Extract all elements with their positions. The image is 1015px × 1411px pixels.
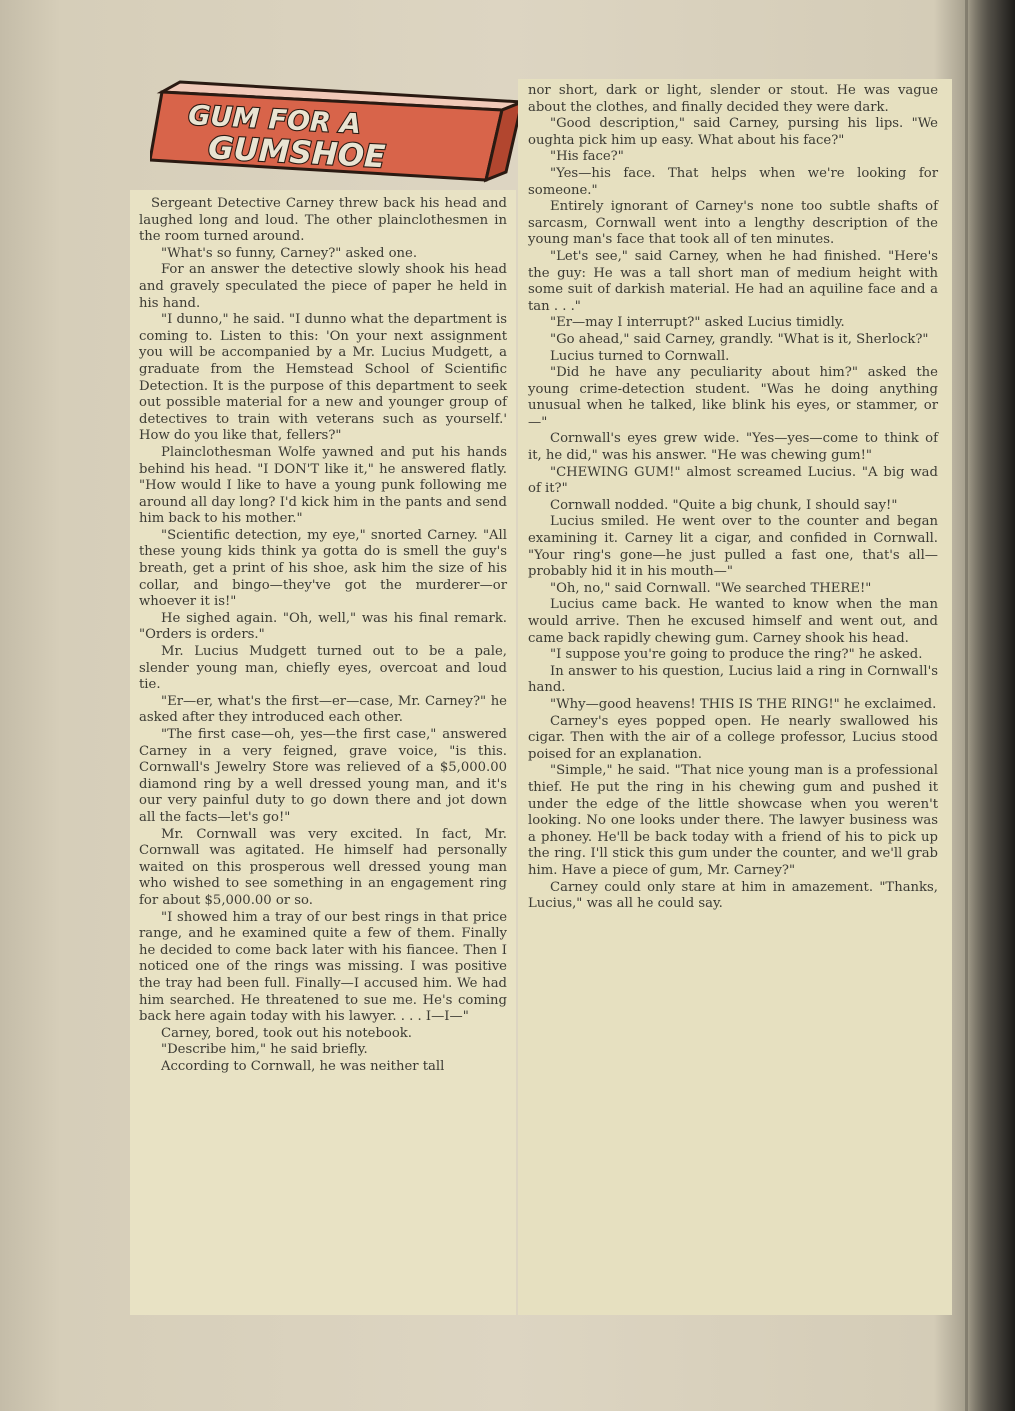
title-banner [150,76,522,186]
story-column-right [518,79,952,1315]
paragraph: "Er—er, what's the first—er—case, Mr. Carney?" he asked after they introduced each other. [139,693,507,726]
paragraph: "Why—good heavens! THIS IS THE RING!" he exclaimed. [550,696,937,712]
paragraph: "Er—may I interrupt?" asked Lucius timidly. [550,315,845,331]
paragraph: Lucius smiled. He went over to the counter and began examining it. Carney lit a cigar, and confided in Cornwall. "Your ring's gone—he just pulled a fast one, that's all—probably hid it in his mouth—" [528,514,938,580]
paragraph: "Describe him," he said briefly. [161,1042,368,1058]
paragraph: "I showed him a tray of our best rings in that price range, and he examined quite a few of them. Finally he decided to come back later with his fiancee. Then I noticed one of the rings was missing. I was positive the tray had been full. Finally—I accused him. We had him searched. He threatened to sue me. He's coming back here again today with his lawyer. . . . I—I—" [139,909,507,1025]
paragraph: For an answer the detective slowly shook his head and gravely speculated the piece of paper he held in his hand. [139,262,507,311]
story-column-left [130,190,516,1315]
paragraph: "Yes—his face. That helps when we're looking for someone." [528,165,938,198]
paragraph: "I dunno," he said. "I dunno what the department is coming to. Listen to this: 'On your next assignment you will be accompanied by a Mr. Lucius Mudgett, a graduate from the Hemstead School of Scientific Detection. It is the purpose of this department to seek out possible material for a new and younger group of detectives to train with veterans such as yourself.' How do you like that, fellers?" [139,312,507,444]
paragraph: Mr. Lucius Mudgett turned out to be a pale, slender young man, chiefly eyes, overcoat and loud tie. [139,644,507,693]
paragraph: "Oh, no," said Cornwall. "We searched THERE!" [550,580,872,596]
paragraph: "His face?" [550,149,624,165]
page-edge-shadow [967,0,1015,1411]
paragraph: "What's so funny, Carney?" asked one. [161,245,418,261]
paragraph: Carney could only stare at him in amazement. "Thanks, Lucius," was all he could say. [528,879,938,912]
paragraph: In answer to his question, Lucius laid a ring in Cornwall's hand. [528,663,938,696]
paragraph: "Did he have any peculiarity about him?" asked the young crime-detection student. "Was he doing anything unusual when he talked, like blink his eyes, or stammer, or—" [528,365,938,430]
paragraph: "I suppose you're going to produce the ring?" he asked. [550,647,923,663]
paragraph: Lucius came back. He wanted to know when the man would arrive. Then he excused himself and went out, and came back rapidly chewing gum. Carney shook his head. [528,597,938,646]
paragraph: "Let's see," said Carney, when he had finished. "Here's the guy: He was a tall short man of medium height with some suit of darkish material. He had an aquiline face and a tan . . ." [528,248,938,314]
paragraph: nor short, dark or light, slender or stout. He was vague about the clothes, and finally decided they were dark. [528,83,938,115]
paragraph: "Go ahead," said Carney, grandly. "What is it, Sherlock?" [550,331,929,347]
paragraph: Mr. Cornwall was very excited. In fact, Mr. Cornwall was agitated. He himself had personally waited on this prosperous well dressed young man who wished to see something in an engagement ring for about $5,000.00 or so. [139,826,507,908]
title-line-2: GUMSHOE [207,130,387,176]
paragraph: According to Cornwall, he was neither tall [161,1058,445,1074]
paragraph: "The first case—oh, yes—the first case," answered Carney in a very feigned, grave voice, "is this. Cornwall's Jewelry Store was relieved of a $5,000.00 diamond ring by a well dressed young man, and it's our very painful duty to go down there and jot down all the facts—let's go!" [139,727,507,825]
paragraph: Carney's eyes popped open. He nearly swallowed his cigar. Then with the air of a college professor, Lucius stood poised for an explanation. [528,713,938,762]
paragraph: Lucius turned to Cornwall. [550,348,730,364]
paragraph: Cornwall nodded. "Quite a big chunk, I should say!" [550,497,898,513]
paragraph: "Simple," he said. "That nice young man is a professional thief. He put the ring in his chewing gum and pushed it under the edge of the little showcase when you weren't looking. No one looks under there. The lawyer business was a phoney. He'll be back today with a friend of his to pick up the ring. I'll stick this gum under the counter, and we'll grab him. Have a piece of gum, Mr. Carney?" [528,763,938,878]
paragraph: "Scientific detection, my eye," snorted Carney. "All these young kids think ya gotta do is smell the guy's breath, get a print of his shoe, ask him the size of his collar, and bingo—they've got the murderer—or whoever it is!" [139,527,507,610]
paragraph: Carney, bored, took out his notebook. [161,1025,412,1041]
paragraph: He sighed again. "Oh, well," was his final remark. "Orders is orders." [139,610,507,643]
paragraph: "CHEWING GUM!" almost screamed Lucius. "A big wad of it?" [528,464,938,497]
gum-stick-logo [150,76,522,186]
paragraph: "Good description," said Carney, pursing his lips. "We oughta pick him up easy. What about his face?" [528,116,938,148]
paragraph: Sergeant Detective Carney threw back his head and laughed long and loud. The other plainclothesmen in the room turned around. [139,196,507,245]
paragraph: Cornwall's eyes grew wide. "Yes—yes—come to think of it, he did," was his answer. "He was chewing gum!" [528,431,938,464]
paragraph: Plainclothesman Wolfe yawned and put his hands behind his head. "I DON'T like it," he answered flatly. "How would I like to have a young punk following me around all day long? I'd kick him in the pants and send him back to his mother." [139,444,507,527]
page-fold-line [965,0,968,1411]
title-line-1: GUM FOR A [187,100,362,141]
paragraph: Entirely ignorant of Carney's none too subtle shafts of sarcasm, Cornwall went into a lengthy description of the young man's face that took all of ten minutes. [528,199,938,248]
